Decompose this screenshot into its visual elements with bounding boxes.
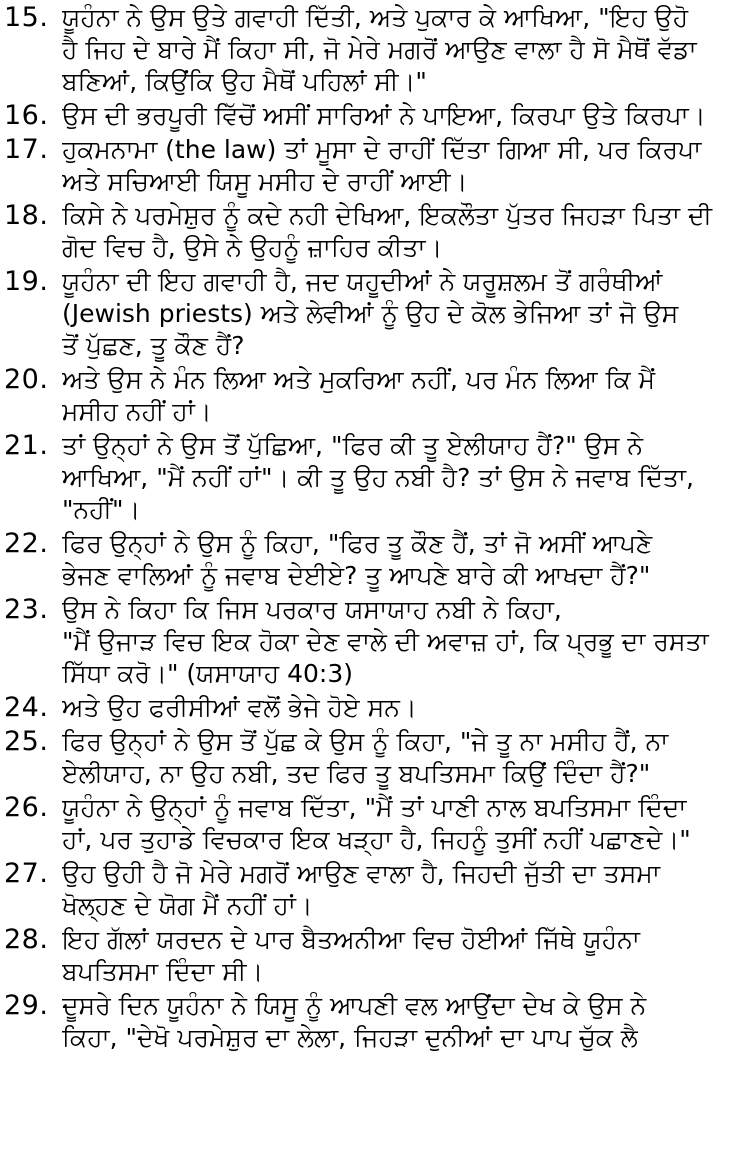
verse-21 <box>4 430 744 526</box>
verse-number: 15. <box>4 2 49 33</box>
verse-line: ਯੂਹੰਨਾ ਨੇ ਉਸ ਉਤੇ ਗਵਾਹੀ ਦਿੱਤੀ, ਅਤੇ ਪੁਕਾਰ ਕੇ ਆਖਿਆ, "ਇਹ ਉਹੋ <box>62 3 689 32</box>
verse-number: 20. <box>4 364 49 395</box>
verse-line: ਏਲੀਯਾਹ, ਨਾ ਉਹ ਨਬੀ, ਤਦ ਫਿਰ ਤੂ ਬਪਤਿਸਮਾ ਕਿਉਂ ਦਿੰਦਾ ਹੈਂ?" <box>62 759 651 788</box>
verse-line: ਬਪਤਿਸਮਾ ਦਿੰਦਾ ਸੀ। <box>62 957 264 986</box>
verse-number: 21. <box>4 430 49 461</box>
verse-number: 19. <box>4 266 49 297</box>
verse-text <box>62 594 744 690</box>
verse-line: ਇਹ ਗੱਲਾਂ ਯਰਦਨ ਦੇ ਪਾਰ ਬੈਤਅਨੀਆ ਵਿਚ ਹੋਈਆਂ ਜਿੱਥੇ ਯੂਹੰਨਾ <box>62 925 640 954</box>
verse-line: ਉਸ ਨੇ ਕਿਹਾ ਕਿ ਜਿਸ ਪਰਕਾਰ ਯਸਾਯਾਹ ਨਬੀ ਨੇ ਕਿਹਾ, <box>62 595 562 624</box>
verse-line: ਤਾਂ ਉਨ੍ਹਾਂ ਨੇ ਉਸ ਤੋਂ ਪੁੱਛਿਆ, "ਫਿਰ ਕੀ ਤੂ ਏਲੀਯਾਹ ਹੈਂ?" ਉਸ ਨੇ <box>62 431 643 460</box>
verse-line: "ਮੈਂ ਉਜਾੜ ਵਿਚ ਇਕ ਹੋਕਾ ਦੇਣ ਵਾਲੇ ਦੀ ਅਵਾਜ਼ ਹਾਂ, ਕਿ ਪ੍ਰਭੂ ਦਾ ਰਸਤਾ <box>62 627 709 656</box>
verse-line: ਅਤੇ ਸਚਿਆਈ ਯਿਸੂ ਮਸੀਹ ਦੇ ਰਾਹੀਂ ਆਈ। <box>62 167 468 196</box>
verse-text <box>62 726 744 790</box>
verse-text <box>62 364 744 428</box>
verse-text <box>62 924 744 988</box>
verse-number: 26. <box>4 792 49 823</box>
verse-text <box>62 266 744 362</box>
verse-line: ਉਹ ਉਹੀ ਹੈ ਜੋ ਮੇਰੇ ਮਗਰੋਂ ਆਉਣ ਵਾਲਾ ਹੈ, ਜਿਹਦੀ ਜੁੱਤੀ ਦਾ ਤਸਮਾ <box>62 859 661 888</box>
verse-17 <box>4 134 744 198</box>
verse-26 <box>4 792 744 856</box>
verse-text <box>62 858 744 922</box>
verse-line: (Jewish priests) ਅਤੇ ਲੇਵੀਆਂ ਨੂੰ ਉਹ ਦੇ ਕੋਲ ਭੇਜਿਆ ਤਾਂ ਜੋ ਉਸ <box>62 299 679 328</box>
verse-line: ਤੋਂ ਪੁੱਛਣ, ਤੂ ਕੌਣ ਹੈਂ? <box>62 331 245 360</box>
verse-18 <box>4 200 744 264</box>
verse-number: 16. <box>4 100 49 131</box>
verse-text <box>62 100 744 132</box>
verse-line: ਆਖਿਆ, "ਮੈਂ ਨਹੀਂ ਹਾਂ"। ਕੀ ਤੂ ਉਹ ਨਬੀ ਹੈ? ਤਾਂ ਉਸ ਨੇ ਜਵਾਬ ਦਿੱਤਾ, <box>62 463 694 492</box>
verse-line: ਭੇਜਣ ਵਾਲਿਆਂ ਨੂੰ ਜਵਾਬ ਦੇਈਏ? ਤੂ ਆਪਣੇ ਬਾਰੇ ਕੀ ਆਖਦਾ ਹੈਂ?" <box>62 561 651 590</box>
verse-27 <box>4 858 744 922</box>
verse-line: ਯੂਹੰਨਾ ਨੇ ਉਨ੍ਹਾਂ ਨੂੰ ਜਵਾਬ ਦਿੱਤਾ, "ਮੈਂ ਤਾਂ ਪਾਣੀ ਨਾਲ ਬਪਤਿਸਮਾ ਦਿੰਦਾ <box>62 793 687 822</box>
verse-line: ਫਿਰ ਉਨ੍ਹਾਂ ਨੇ ਉਸ ਨੂੰ ਕਿਹਾ, "ਫਿਰ ਤੂ ਕੌਣ ਹੈਂ, ਤਾਂ ਜੋ ਅਸੀਂ ਆਪਣੇ <box>62 529 653 558</box>
verse-line: ਦੂਸਰੇ ਦਿਨ ਯੂਹੰਨਾ ਨੇ ਯਿਸੂ ਨੂੰ ਆਪਣੀ ਵਲ ਆਉਂਦਾ ਦੇਖ ਕੇ ਉਸ ਨੇ <box>62 991 647 1020</box>
verse-line: ਉਸ ਦੀ ਭਰਪੂਰੀ ਵਿੱਚੋਂ ਅਸੀਂ ਸਾਰਿਆਂ ਨੇ ਪਾਇਆ, ਕਿਰਪਾ ਉਤੇ ਕਿਰਪਾ। <box>62 101 706 130</box>
verse-line: ਬਣਿਆਂ, ਕਿਉਂਕਿ ਉਹ ਮੈਥੋਂ ਪਹਿਲਾਂ ਸੀ।" <box>62 67 427 96</box>
verse-number: 24. <box>4 692 49 723</box>
verse-line: "ਨਹੀਂ"। <box>62 495 141 524</box>
verse-number: 27. <box>4 858 49 889</box>
verse-number: 25. <box>4 726 49 757</box>
verse-20 <box>4 364 744 428</box>
verse-25 <box>4 726 744 790</box>
verse-line: ਫਿਰ ਉਨ੍ਹਾਂ ਨੇ ਉਸ ਤੋਂ ਪੁੱਛ ਕੇ ਉਸ ਨੂੰ ਕਿਹਾ, "ਜੇ ਤੂ ਨਾ ਮਸੀਹ ਹੈਂ, ਨਾ <box>62 727 669 756</box>
verse-23 <box>4 594 744 690</box>
verse-line: ਕਿਸੇ ਨੇ ਪਰਮੇਸ਼ੁਰ ਨੂੰ ਕਦੇ ਨਹੀ ਦੇਖਿਆ, ਇਕਲੌਤਾ ਪੁੱਤਰ ਜਿਹੜਾ ਪਿਤਾ ਦੀ <box>62 201 713 230</box>
verse-line: ਸਿੱਧਾ ਕਰੋ।" (ਯਸਾਯਾਹ 40:3) <box>62 659 353 688</box>
verse-number: 22. <box>4 528 49 559</box>
verse-line: ਖੋਲ੍ਹਣ ਦੇ ਯੋਗ ਮੈਂ ਨਹੀਂ ਹਾਂ। <box>62 891 313 920</box>
verse-line: ਅਤੇ ਉਹ ਫਰੀਸੀਆਂ ਵਲੋਂ ਭੇਜੇ ਹੋਏ ਸਨ। <box>62 693 417 722</box>
verse-number: 17. <box>4 134 49 165</box>
verse-28 <box>4 924 744 988</box>
verse-15 <box>4 2 744 98</box>
verse-29 <box>4 990 744 1054</box>
verse-number: 18. <box>4 200 49 231</box>
verse-line: ਮਸੀਹ ਨਹੀਂ ਹਾਂ। <box>62 397 212 426</box>
verse-16 <box>4 100 744 132</box>
verse-number: 29. <box>4 990 49 1021</box>
verse-19 <box>4 266 744 362</box>
verse-line: ਹੈ ਜਿਹ ਦੇ ਬਾਰੇ ਮੈਂ ਕਿਹਾ ਸੀ, ਜੋ ਮੇਰੇ ਮਗਰੋਂ ਆਉਣ ਵਾਲਾ ਹੈ ਸੋ ਮੈਥੋਂ ਵੱਡਾ <box>62 35 697 64</box>
verse-line: ਹਾਂ, ਪਰ ਤੁਹਾਡੇ ਵਿਚਕਾਰ ਇਕ ਖੜ੍ਹਾ ਹੈ, ਜਿਹਨੂੰ ਤੁਸੀਂ ਨਹੀਂ ਪਛਾਣਦੇ।" <box>62 825 691 854</box>
verse-text <box>62 990 744 1054</box>
verse-text <box>62 792 744 856</box>
verse-line: ਗੋਦ ਵਿਚ ਹੈ, ਉਸੇ ਨੇ ਉਹਨੂੰ ਜ਼ਾਹਿਰ ਕੀਤਾ। <box>62 233 443 262</box>
verse-22 <box>4 528 744 592</box>
verse-number: 28. <box>4 924 49 955</box>
verse-line: ਹੁਕਮਨਾਮਾ (the law) ਤਾਂ ਮੂਸਾ ਦੇ ਰਾਹੀਂ ਦਿੱਤਾ ਗਿਆ ਸੀ, ਪਰ ਕਿਰਪਾ <box>62 135 702 164</box>
verse-number: 23. <box>4 594 49 625</box>
verse-line: ਅਤੇ ਉਸ ਨੇ ਮੰਨ ਲਿਆ ਅਤੇ ਮੁਕਰਿਆ ਨਹੀਂ, ਪਰ ਮੰਨ ਲਿਆ ਕਿ ਮੈਂ <box>62 365 656 394</box>
verse-text <box>62 2 744 98</box>
verse-text <box>62 200 744 264</box>
verse-line: ਯੂਹੰਨਾ ਦੀ ਇਹ ਗਵਾਹੀ ਹੈ, ਜਦ ਯਹੂਦੀਆਂ ਨੇ ਯਰੂਸ਼ਲਮ ਤੋਂ ਗਰੰਥੀਆਂ <box>62 267 663 296</box>
verse-text <box>62 134 744 198</box>
verse-text <box>62 430 744 526</box>
verse-text <box>62 528 744 592</box>
verse-text <box>62 692 744 724</box>
verse-line: ਕਿਹਾ, "ਦੇਖੋ ਪਰਮੇਸ਼ੁਰ ਦਾ ਲੇਲਾ, ਜਿਹੜਾ ਦੁਨੀਆਂ ਦਾ ਪਾਪ ਚੁੱਕ ਲੈ <box>62 1023 638 1052</box>
verse-24 <box>4 692 744 724</box>
